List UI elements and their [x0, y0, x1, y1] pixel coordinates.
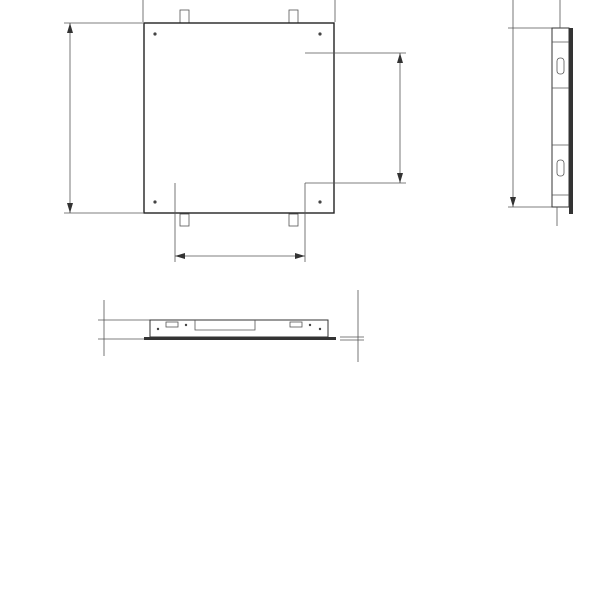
mount-tab-top-left	[180, 10, 189, 23]
mount-tab-bottom-right	[289, 214, 298, 226]
screw	[318, 32, 321, 35]
front-view	[64, 0, 406, 262]
mount-tab-bottom-left	[180, 214, 189, 226]
side-slot-lower	[557, 160, 564, 176]
side-plate	[569, 28, 573, 214]
shower-plate-outline	[144, 23, 334, 213]
bottom-housing	[150, 320, 328, 337]
side-slot-upper	[557, 58, 564, 74]
screw	[153, 32, 156, 35]
mount-tab-top-right	[289, 10, 298, 23]
side-housing	[552, 28, 569, 207]
side-view	[508, 0, 573, 226]
screw	[153, 200, 156, 203]
bottom-view	[98, 290, 364, 362]
screw	[318, 200, 321, 203]
bottom-plate	[144, 337, 336, 340]
